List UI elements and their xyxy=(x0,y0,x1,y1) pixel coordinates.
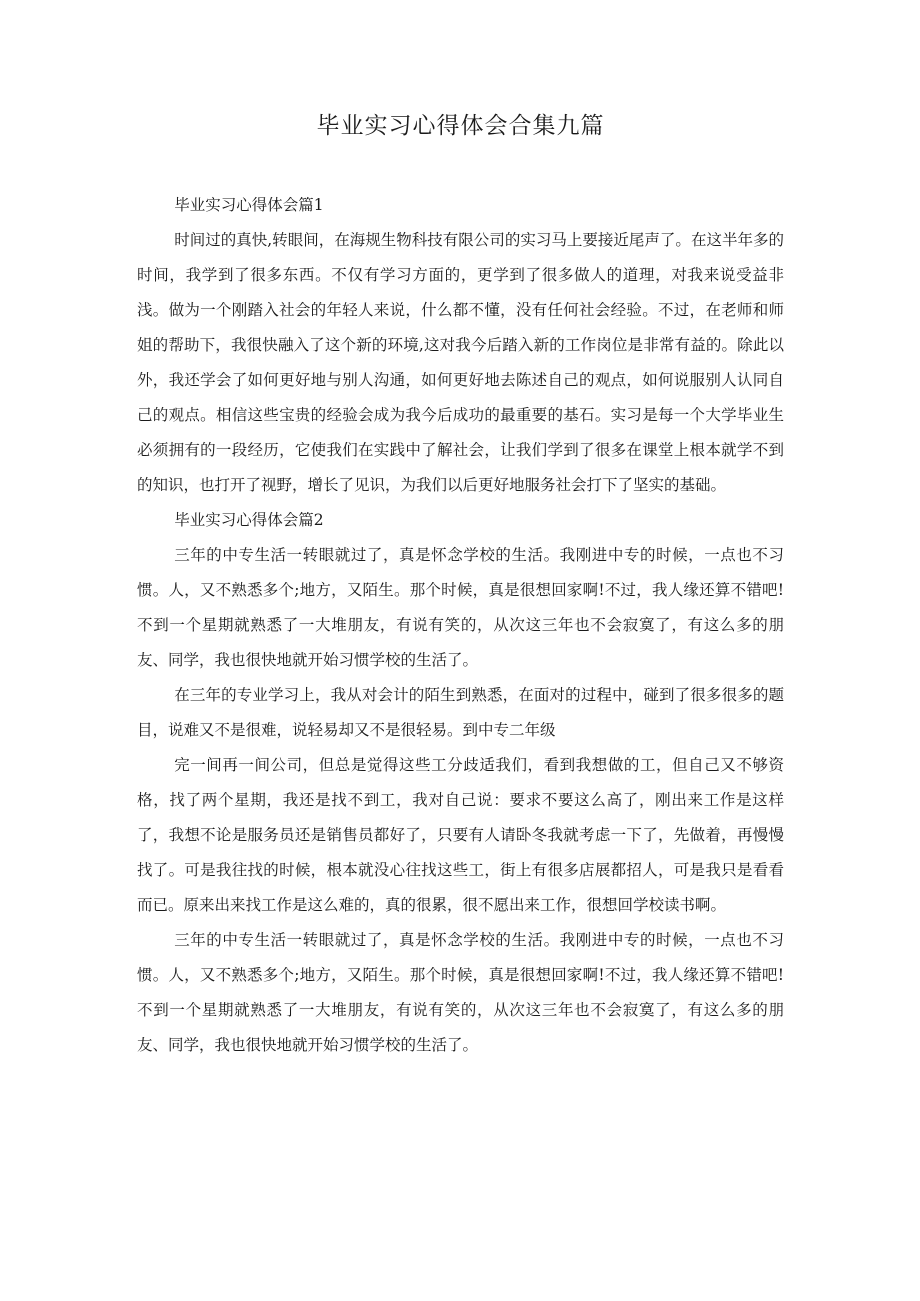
paragraph: 三年的中专生活一转眼就过了，真是怀念学校的生活。我刚进中专的时候，一点也不习惯。人，又不熟悉多个;地方，又陌生。那个时候，真是很想回家啊!不过，我人缘还算不错吧!不到一个星期就熟悉了一大堆朋友，有说有笑的，从次这三年也不会寂寞了，有这么多的朋友、同学，我也很快地就开始习惯学校的生活了。 xyxy=(137,931,784,1054)
section-heading: 毕业实习心得体会篇2 xyxy=(174,511,324,529)
document-body xyxy=(137,188,784,1063)
paragraph: 三年的中专生活一转眼就过了，真是怀念学校的生活。我刚进中专的时候，一点也不习惯。人，又不熟悉多个;地方，又陌生。那个时候，真是很想回家啊!不过，我人缘还算不错吧!不到一个星期就熟悉了一大堆朋友，有说有笑的，从次这三年也不会寂寞了，有这么多的朋友、同学，我也很快地就开始习惯学校的生活了。 xyxy=(137,546,784,669)
section-heading: 毕业实习心得体会篇1 xyxy=(174,196,324,214)
paragraph: 在三年的专业学习上，我从对会计的陌生到熟悉，在面对的过程中，碰到了很多很多的题目，说难又不是很难，说轻易却又不是很轻易。到中专二年级 xyxy=(137,686,784,739)
document-title: 毕业实习心得体会合集九篇 xyxy=(316,113,605,139)
paragraph: 时间过的真快,转眼间，在海规生物科技有限公司的实习马上要接近尾声了。在这半年多的时间，我学到了很多东西。不仅有学习方面的，更学到了很多做人的道理，对我来说受益非浅。做为一个刚踏入社会的年轻人来说，什么都不懂，没有任何社会经验。不过，在老师和师姐的帮助下，我很快融入了这个新的环境,这对我今后踏入新的工作岗位是非常有益的。除此以外，我还学会了如何更好地与别人沟通，如何更好地去陈述自己的观点，如何说服别人认同自己的观点。相信这些宝贵的经验会成为我今后成功的最重要的基石。实习是每一个大学毕业生必须拥有的一段经历，它使我们在实践中了解社会，让我们学到了很多在课堂上根本就学不到的知识，也打开了视野，增长了见识，为我们以后更好地服务社会打下了坚实的基础。 xyxy=(137,231,784,494)
paragraph: 完一间再一间公司，但总是觉得这些工分歧适我们，看到我想做的工，但自己又不够资格，找了两个星期，我还是找不到工，我对自己说：要求不要这么高了，刚出来工作是这样了，我想不论是服务员还是销售员都好了，只要有人请卧冬我就考虑一下了，先做着，再慢慢找了。可是我往找的时候，根本就没心往找这些工，街上有很多店展都招人，可是我只是看看而已。原来出来找工作是这么难的，真的很累，很不愿出来工作，很想回学校读书啊。 xyxy=(137,756,784,914)
